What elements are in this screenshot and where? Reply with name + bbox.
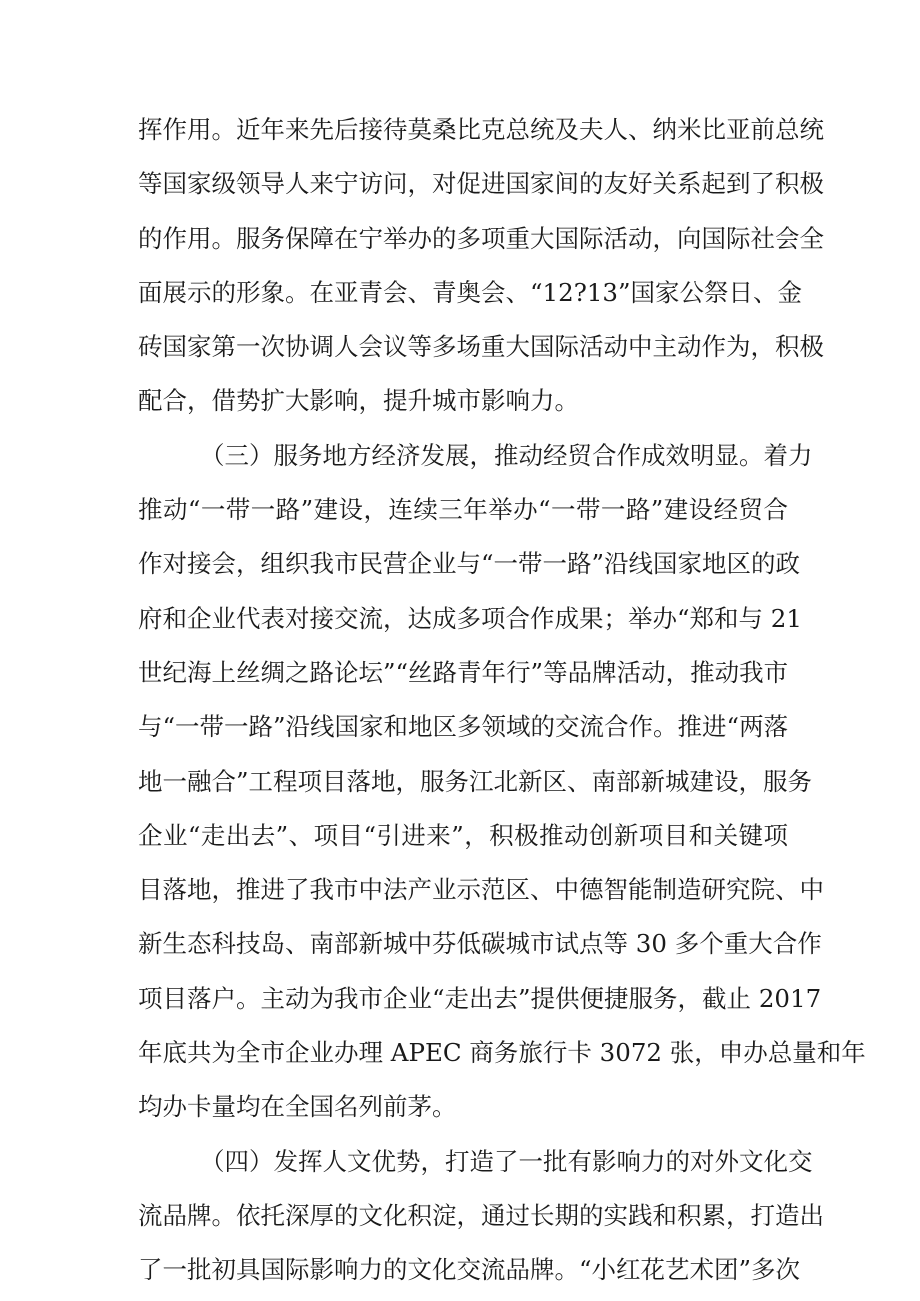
text-line: 年底共为全市企业办理 APEC 商务旅行卡 3072 张，申办总量和年 <box>138 1038 866 1068</box>
text-line: 府和企业代表对接交流，达成多项合作成果；举办“郑和与 21 <box>138 603 802 633</box>
text-line: 配合，借势扩大影响，提升城市影响力。 <box>138 386 579 416</box>
text-line: （三）服务地方经济发展，推动经贸合作成效明显。着力 <box>200 440 813 470</box>
text-line: 与“一带一路”沿线国家和地区多领域的交流合作。推进“两落 <box>138 712 789 742</box>
text-line: 挥作用。近年来先后接待莫桑比克总统及夫人、纳米比亚前总统 <box>138 115 824 144</box>
text-line: 砖国家第一次协调人会议等多场重大国际活动中主动作为，积极 <box>138 332 824 362</box>
text-line: 均办卡量均在全国名列前茅。 <box>138 1092 457 1122</box>
text-line: 等国家级领导人来宁访问，对促进国家间的友好关系起到了积极 <box>138 169 824 199</box>
text-line: 世纪海上丝绸之路论坛”“丝路青年行”等品牌活动，推动我市 <box>138 657 789 687</box>
text-line: 新生态科技岛、南部新城中芬低碳城市试点等 30 多个重大合作 <box>138 929 822 959</box>
text-line: （四）发挥人文优势，打造了一批有影响力的对外文化交 <box>200 1146 813 1176</box>
text-line: 项目落户。主动为我市企业“走出去”提供便捷服务，截止 2017 <box>138 983 822 1013</box>
text-line: 流品牌。依托深厚的文化积淀，通过长期的实践和积累，打造出 <box>138 1200 824 1230</box>
text-line: 面展示的形象。在亚青会、青奥会、“12?13”国家公祭日、金 <box>138 277 803 307</box>
document-body <box>138 103 866 1298</box>
text-line: 企业“走出去”、项目“引进来”，积极推动创新项目和关键项 <box>138 820 788 850</box>
text-line: 地一融合”工程项目落地，服务江北新区、南部新城建设，服务 <box>138 766 813 796</box>
text-line: 作对接会，组织我市民营企业与“一带一路”沿线国家地区的政 <box>138 549 801 579</box>
text-line: 的作用。服务保障在宁举办的多项重大国际活动，向国际社会全 <box>138 223 824 253</box>
text-line: 目落地，推进了我市中法产业示范区、中德智能制造研究院、中 <box>138 875 824 905</box>
text-line: 了一批初具国际影响力的文化交流品牌。“小红花艺术团”多次 <box>138 1255 801 1285</box>
text-line: 推动“一带一路”建设，连续三年举办“一带一路”建设经贸合 <box>138 495 788 525</box>
